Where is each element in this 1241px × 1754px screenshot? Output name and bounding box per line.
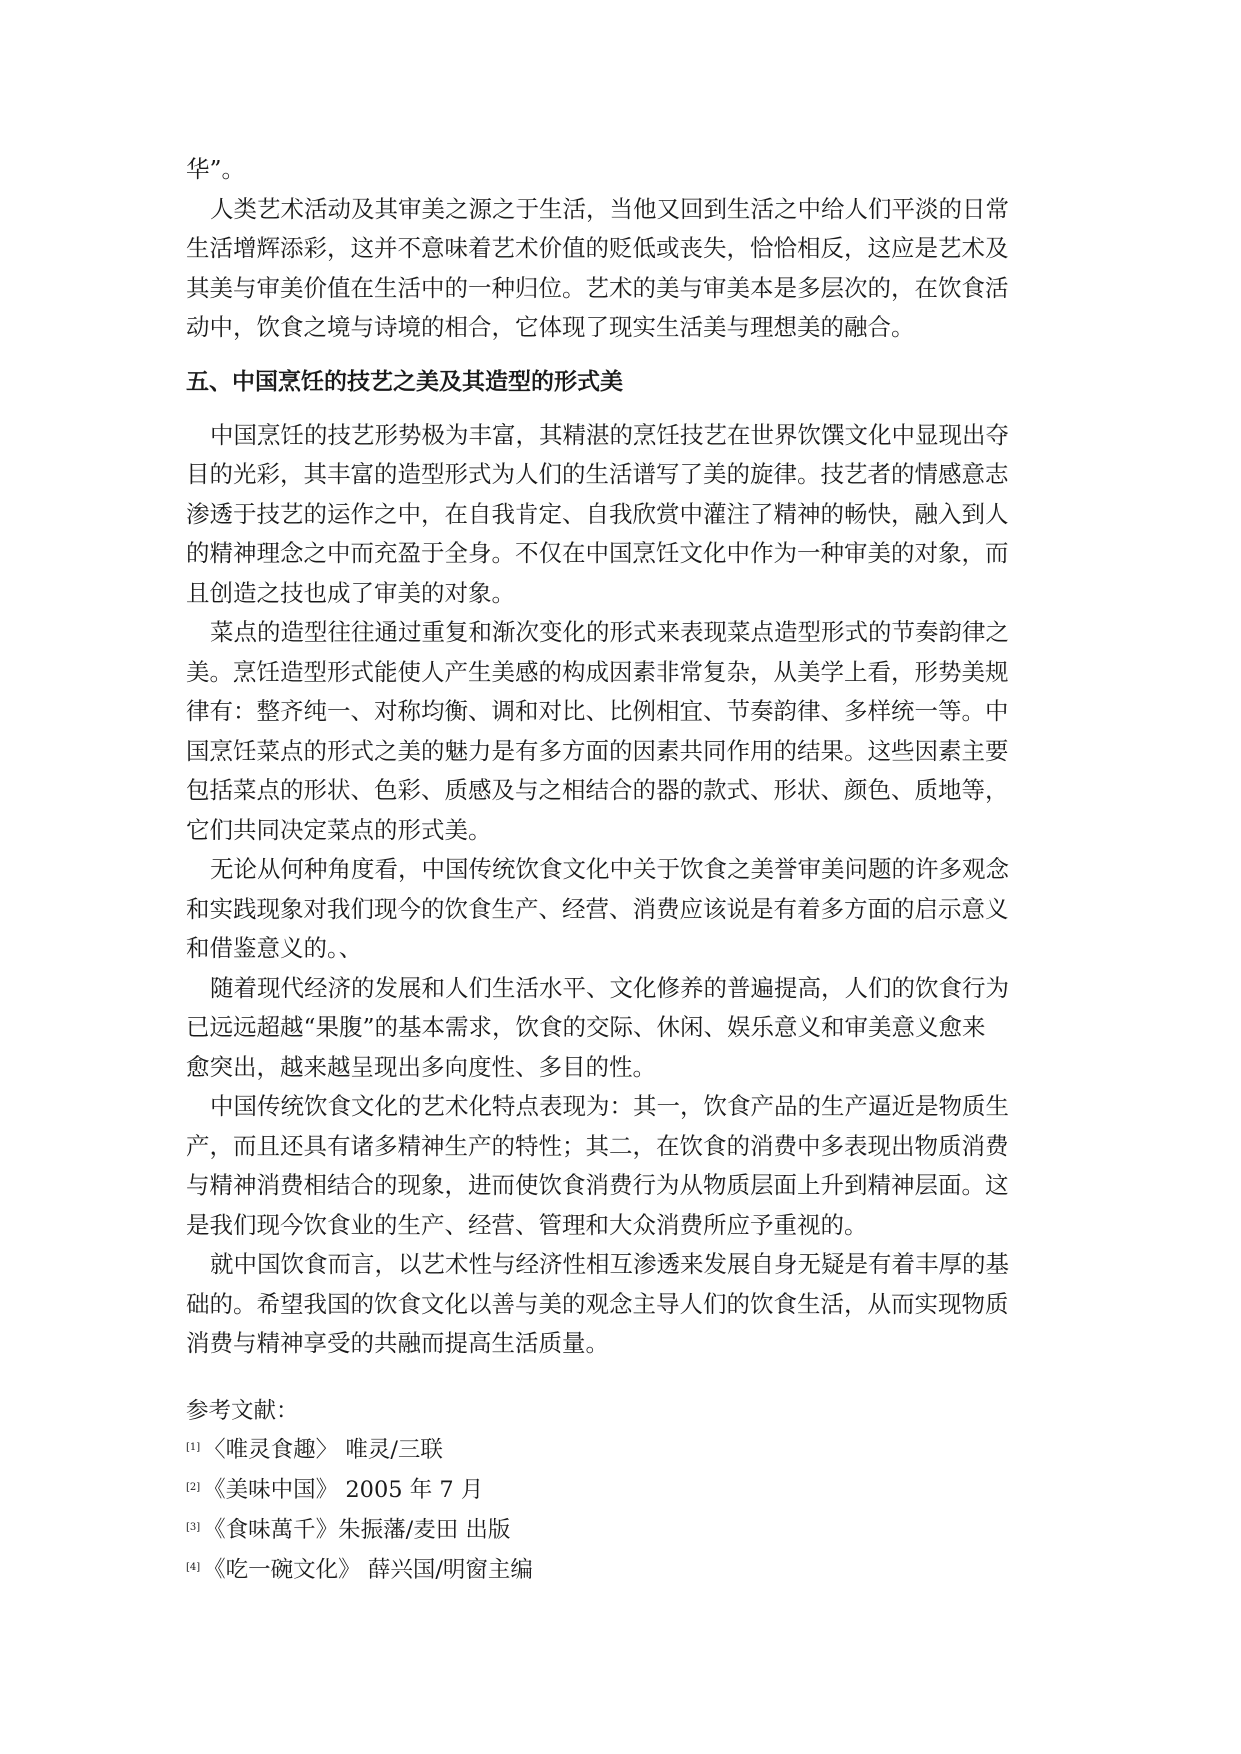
reference-number: [3] xyxy=(186,1521,201,1533)
paragraph-line: 和实践现象对我们现今的饮食生产、经营、消费应该说是有着多方面的启示意义 xyxy=(186,894,1009,923)
paragraph-line: 目的光彩，其丰富的造型形式为人们的生活谱写了美的旋律。技艺者的情感意志 xyxy=(186,460,1009,488)
paragraph-line: 美。烹饪造型形式能使人产生美感的构成因素非常复杂，从美学上看，形势美规 xyxy=(186,657,1009,686)
paragraph-line: 与精神消费相结合的现象，进而使饮食消费行为从物质层面上升到精神层面。这 xyxy=(186,1171,1009,1199)
references-title: 参考文献： xyxy=(186,1397,299,1424)
paragraph-line: 础的。希望我国的饮食文化以善与美的观念主导人们的饮食生活，从而实现物质 xyxy=(186,1289,1009,1318)
paragraph-line: 生活增辉添彩，这并不意味着艺术价值的贬低或丧失，恰恰相反，这应是艺术及 xyxy=(186,234,1009,262)
reference-item xyxy=(186,1430,1058,1470)
reference-item xyxy=(186,1470,1058,1510)
paragraph-line: 动中，饮食之境与诗境的相合，它体现了现实生活美与理想美的融合。 xyxy=(186,313,915,341)
paragraph-line: 就中国饮食而言，以艺术性与经济性相互渗透来发展自身无疑是有着丰厚的基 xyxy=(210,1250,1009,1278)
reference-text: 〈唯灵食趣〉 唯灵/三联 xyxy=(203,1436,443,1463)
reference-number: [1] xyxy=(186,1441,201,1453)
reference-item xyxy=(186,1550,1058,1590)
paragraph-line: 中国传统饮食文化的艺术化特点表现为：其一，饮食产品的生产逼近是物质生 xyxy=(210,1092,1009,1120)
paragraph-line: 且创造之技也成了审美的对象。 xyxy=(186,578,515,607)
paragraph-line: 的精神理念之中而充盈于全身。不仅在中国烹饪文化中作为一种审美的对象，而 xyxy=(186,539,1009,567)
paragraph-line: 随着现代经济的发展和人们生活水平、文化修养的普遍提高，人们的饮食行为 xyxy=(210,973,1009,1002)
paragraph-line: 它们共同决定菜点的形式美。 xyxy=(186,815,492,844)
paragraph-line: 其美与审美价值在生活中的一种归位。艺术的美与审美本是多层次的，在饮食活 xyxy=(186,273,1009,302)
paragraph-line: 产，而且还具有诸多精神生产的特性；其二，在饮食的消费中多表现出物质消费 xyxy=(186,1131,1009,1160)
paragraph-line: 和借鉴意义的。、 xyxy=(186,934,363,962)
paragraph-line: 包括菜点的形状、色彩、质感及与之相结合的器的款式、形状、颜色、质地等， xyxy=(186,776,1009,804)
paragraph xyxy=(186,190,1058,348)
reference-text: 《吃一碗文化》 薛兴国/明窗主编 xyxy=(203,1556,533,1583)
paragraph xyxy=(186,613,1058,850)
paragraph-line: 渗透于技艺的运作之中，在自我肯定、自我欣赏中灌注了精神的畅快，融入到人 xyxy=(186,499,1009,528)
paragraph-line: 无论从何种角度看，中国传统饮食文化中关于饮食之美誉审美问题的许多观念 xyxy=(210,855,1009,883)
reference-text: 《美味中国》 2005 年 7 月 xyxy=(203,1476,484,1503)
paragraph xyxy=(186,1245,1058,1364)
paragraph-line: 消费与精神享受的共融而提高生活质量。 xyxy=(186,1329,609,1357)
paragraph-line: 菜点的造型往往通过重复和渐次变化的形式来表现菜点造型形式的节奏韵律之 xyxy=(210,618,1009,646)
paragraph xyxy=(186,969,1058,1088)
paragraph xyxy=(186,850,1058,969)
reference-number: [4] xyxy=(186,1561,201,1573)
paragraph-line: 律有：整齐纯一、对称均衡、调和对比、比例相宜、节奏韵律、多样统一等。中 xyxy=(186,697,1009,725)
paragraph-line: 已远远超越“果腹”的基本需求，饮食的交际、休闲、娱乐意义和审美意义愈来 xyxy=(186,1013,986,1041)
reference-text: 《食味萬千》朱振藩/麦田 出版 xyxy=(203,1516,511,1543)
paragraph-line: 中国烹饪的技艺形势极为丰富，其精湛的烹饪技艺在世界饮馔文化中显现出夺 xyxy=(210,420,1009,449)
paragraph-line: 国烹饪菜点的形式之美的魅力是有多方面的因素共同作用的结果。这些因素主要 xyxy=(186,736,1009,765)
paragraph xyxy=(186,416,1058,614)
paragraph-line: 愈突出，越来越呈现出多向度性、多目的性。 xyxy=(186,1052,656,1081)
reference-number: [2] xyxy=(186,1481,201,1493)
paragraph-line: 人类艺术活动及其审美之源之于生活，当他又回到生活之中给人们平淡的日常 xyxy=(210,194,1009,223)
document-body xyxy=(186,150,1058,1590)
reference-item xyxy=(186,1510,1058,1550)
section-heading: 五、中国烹饪的技艺之美及其造型的形式美 xyxy=(186,368,623,395)
references-list xyxy=(186,1430,1058,1590)
paragraph xyxy=(186,1087,1058,1245)
paragraph-line: 华”。 xyxy=(186,155,246,183)
paragraph-line: 是我们现今饮食业的生产、经营、管理和大众消费所应予重视的。 xyxy=(186,1210,868,1239)
